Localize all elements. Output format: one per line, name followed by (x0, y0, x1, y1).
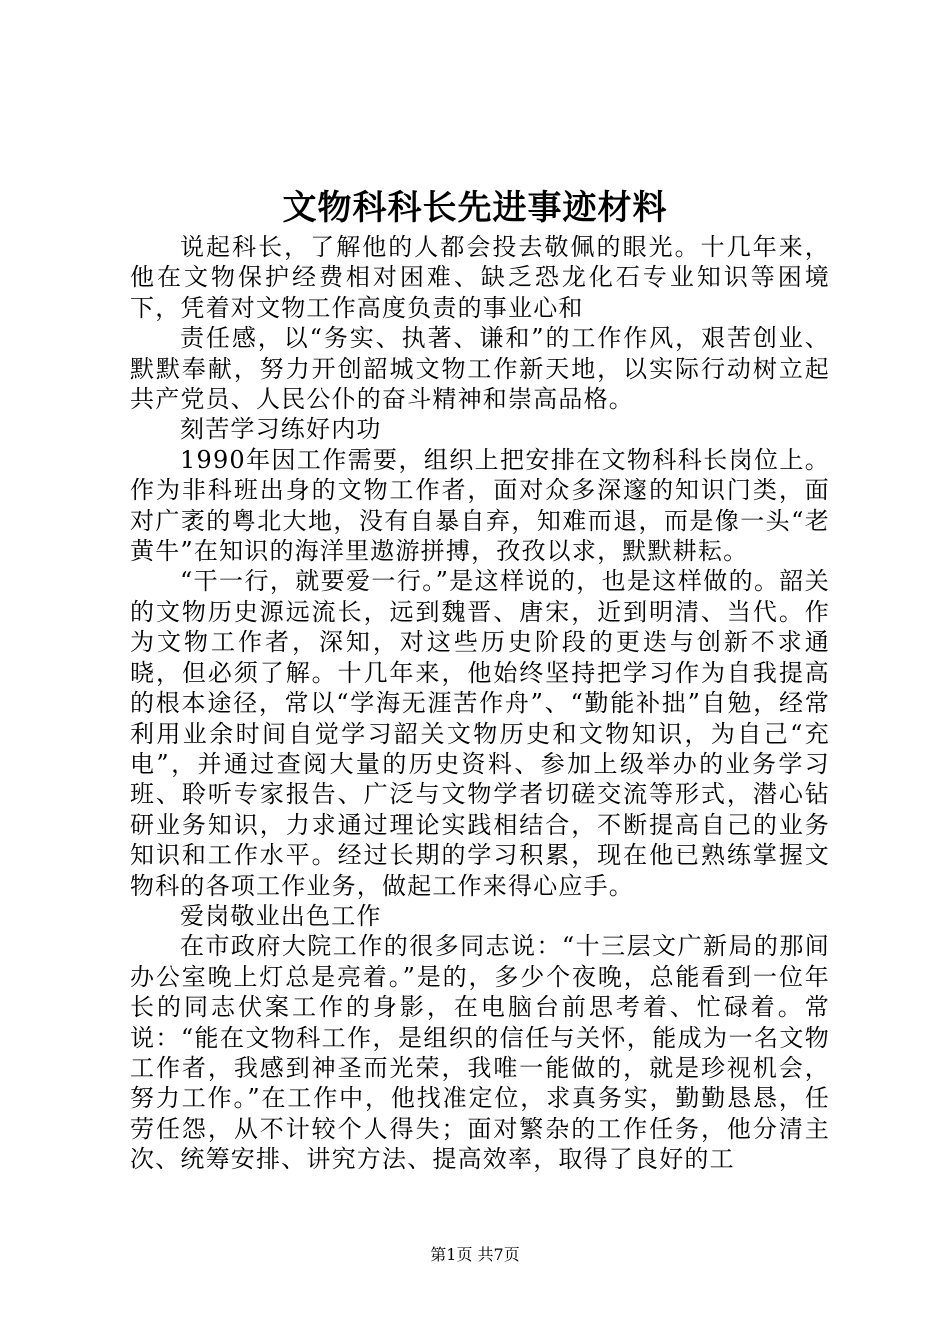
paragraph-intro: 说起科长，了解他的人都会投去敬佩的眼光。十几年来，他在文物保护经费相对困难、缺乏恐龙化石专业知识等困境下，凭着对文物工作高度负责的事业心和 (130, 233, 830, 322)
section-heading-dedication: 爱岗敬业出色工作 (180, 901, 382, 930)
document-body (130, 232, 830, 1175)
document-title: 文物科科长先进事迹材料 (282, 188, 668, 228)
section-heading-study: 刻苦学习练好内功 (180, 415, 382, 444)
paragraph-responsibility: 责任感，以“务实、执著、谦和”的工作作风，艰苦创业、默默奉献，努力开创韶城文物工作新天地，以实际行动树立起共产党员、人民公仆的奋斗精神和崇高品格。 (130, 324, 830, 414)
paragraph-office: 在市政府大院工作的很多同志说：“十三层文广新局的那间办公室晚上灯总是亮着。”是的，多少个夜晚，总能看到一位年长的同志伏案工作的身影，在电脑台前思考着、忙碌着。常说：“能在文物科工作，是组织的信任与关怀，能成为一名文物工作者，我感到神圣而光荣，我唯一能做的，就是珍视机会，努力工作。”在工作中，他找准定位，求真务实，勤勤恳恳，任劳任怨，从不计较个人得失；面对繁杂的工作任务，他分清主次、统筹安排、讲究方法、提高效率，取得了良好的工 (130, 932, 830, 1174)
paragraph-1990: 1990年因工作需要，组织上把安排在文物科科长岗位上。作为非科班出身的文物工作者，面对众多深邃的知识门类，面对广袤的粤北大地，没有自暴自弃，知难而退，而是像一头“老黄牛”在知识的海洋里遨游拼搏，孜孜以求，默默耕耘。 (130, 445, 830, 566)
page-number-footer: 第1页 共7页 (430, 1245, 520, 1264)
paragraph-love-work: “干一行，就要爱一行。”是这样说的，也是这样做的。韶关的文物历史源远流长，远到魏晋、唐宋，近到明清、当代。作为文物工作者，深知，对这些历史阶段的更迭与创新不求通晓，但必须了解。十几年来，他始终坚持把学习作为自我提高的根本途径，常以“学海无涯苦作舟”、“勤能补拙”自勉，经常利用业余时间自觉学习韶关文物历史和文物知识，为自己“充电”，并通过查阅大量的历史资料、参加上级举办的业务学习班、聆听专家报告、广泛与文物学者切磋交流等形式，潜心钻研业务知识，力求通过理论实践相结合，不断提高自己的业务知识和工作水平。经过长期的学习积累，现在他已熟练掌握文物科的各项工作业务，做起工作来得心应手。 (130, 567, 830, 900)
